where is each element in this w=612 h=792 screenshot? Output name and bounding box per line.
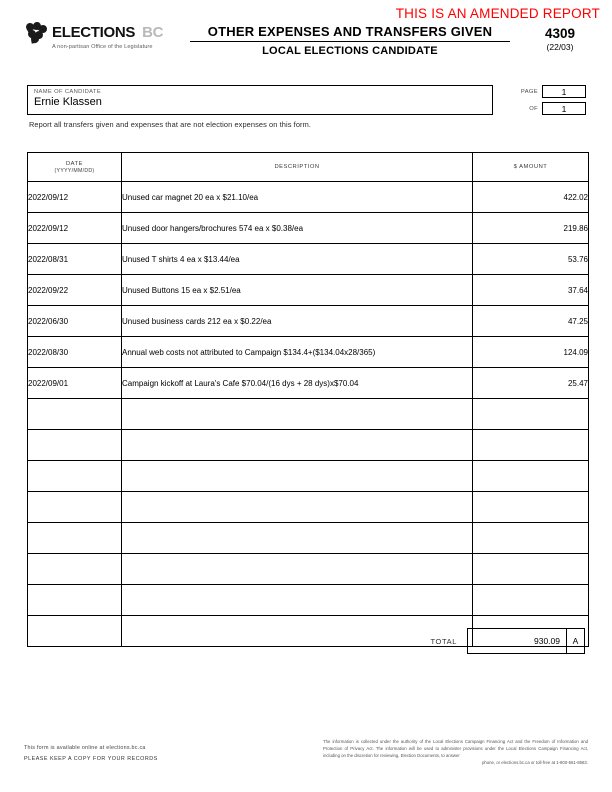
- cell-description[interactable]: [122, 461, 473, 492]
- table-row[interactable]: [28, 337, 589, 368]
- candidate-name-label: NAME OF CANDIDATE: [34, 89, 102, 95]
- cell-amount[interactable]: 47.25: [473, 306, 589, 337]
- page-label: PAGE: [520, 88, 538, 95]
- cell-description[interactable]: [122, 430, 473, 461]
- column-header-description: DESCRIPTION: [122, 153, 473, 182]
- page-number-input[interactable]: 1: [542, 85, 586, 98]
- cell-description[interactable]: [122, 492, 473, 523]
- total-reference-letter: A: [567, 628, 585, 654]
- privacy-notice-contact: phone, or elections.bc.ca or toll-free at 1-800-661-8683.: [481, 759, 588, 765]
- page-title: OTHER EXPENSES AND TRANSFERS GIVEN: [190, 24, 510, 42]
- column-header-date: [28, 153, 122, 182]
- cell-date[interactable]: [28, 430, 122, 461]
- total-row: [27, 628, 585, 654]
- elections-bc-leaf-icon: [26, 22, 48, 42]
- logo-tagline: A non-partisan Office of the Legislature: [52, 44, 153, 50]
- cell-description[interactable]: Annual web costs not attributed to Campaign $134.4+($134.04x28/365): [122, 337, 473, 368]
- privacy-notice-text: The information is collected under the authority of the Local Elections Campaign Financing Act and the Freedom of Information and Protection of Privacy Act. The information will be used to administer provisions under the Local Elections Campaign Financing Act, including on the discretion for reviewing, Election Documents, to answer: [323, 738, 588, 758]
- amended-report-banner: THIS IS AN AMENDED REPORT: [395, 6, 600, 21]
- cell-date[interactable]: [28, 554, 122, 585]
- table-row[interactable]: [28, 275, 589, 306]
- form-instruction-text: Report all transfers given and expenses that are not election expenses on this form.: [29, 120, 312, 129]
- cell-date[interactable]: 2022/09/01: [28, 368, 122, 399]
- cell-description[interactable]: Campaign kickoff at Laura's Cafe $70.04/(16 dys + 28 dys)x$70.04: [122, 368, 473, 399]
- cell-description[interactable]: Unused T shirts 4 ea x $13.44/ea: [122, 244, 473, 275]
- cell-amount[interactable]: [473, 554, 589, 585]
- cell-description[interactable]: Unused Buttons 15 ea x $2.51/ea: [122, 275, 473, 306]
- cell-date[interactable]: [28, 399, 122, 430]
- cell-date[interactable]: [28, 461, 122, 492]
- total-label: TOTAL: [430, 636, 457, 646]
- cell-date[interactable]: 2022/08/31: [28, 244, 122, 275]
- cell-date[interactable]: 2022/09/12: [28, 213, 122, 244]
- cell-date[interactable]: 2022/06/30: [28, 306, 122, 337]
- table-row[interactable]: [28, 244, 589, 275]
- cell-description[interactable]: Unused door hangers/brochures 574 ea x $0.38/ea: [122, 213, 473, 244]
- cell-date[interactable]: [28, 523, 122, 554]
- cell-description[interactable]: [122, 399, 473, 430]
- pagination-block: [502, 85, 586, 119]
- column-header-date-label: DATE: [65, 160, 84, 167]
- cell-amount[interactable]: [473, 399, 589, 430]
- cell-description[interactable]: [122, 585, 473, 616]
- cell-date[interactable]: [28, 492, 122, 523]
- cell-amount[interactable]: [473, 461, 589, 492]
- cell-amount[interactable]: 219.86: [473, 213, 589, 244]
- table-row[interactable]: [28, 523, 589, 554]
- page-total-input[interactable]: 1: [542, 102, 586, 115]
- cell-amount[interactable]: 422.02: [473, 182, 589, 213]
- footer-privacy-notice: [323, 738, 588, 766]
- cell-description[interactable]: Unused car magnet 20 ea x $21.10/ea: [122, 182, 473, 213]
- cell-amount[interactable]: [473, 430, 589, 461]
- cell-description[interactable]: [122, 523, 473, 554]
- cell-amount[interactable]: [473, 492, 589, 523]
- table-row[interactable]: [28, 461, 589, 492]
- column-header-amount: $ AMOUNT: [473, 153, 589, 182]
- cell-description[interactable]: [122, 554, 473, 585]
- total-amount-value: 930.09: [467, 628, 567, 654]
- footer-left-block: [24, 743, 274, 764]
- cell-date[interactable]: 2022/08/30: [28, 337, 122, 368]
- logo-region-mark: BC: [142, 23, 164, 41]
- footer-availability-text: This form is available online at elections.bc.ca: [24, 745, 146, 752]
- cell-date[interactable]: [28, 585, 122, 616]
- candidate-name-field[interactable]: [27, 85, 493, 115]
- expenses-table-body: [28, 182, 589, 647]
- column-header-date-format: (YYYY/MM/DD): [54, 167, 95, 174]
- table-row[interactable]: [28, 430, 589, 461]
- expenses-table: [27, 152, 589, 647]
- cell-amount[interactable]: 124.09: [473, 337, 589, 368]
- elections-bc-logo: [26, 22, 211, 50]
- cell-description[interactable]: Unused business cards 212 ea x $0.22/ea: [122, 306, 473, 337]
- table-row[interactable]: [28, 554, 589, 585]
- table-row[interactable]: [28, 399, 589, 430]
- table-row[interactable]: [28, 492, 589, 523]
- cell-amount[interactable]: 25.47: [473, 368, 589, 399]
- candidate-name-value: Ernie Klassen: [34, 96, 102, 108]
- table-row[interactable]: [28, 213, 589, 244]
- table-row[interactable]: [28, 368, 589, 399]
- form-number: 4309: [544, 26, 576, 41]
- table-header-row: [28, 153, 589, 182]
- table-row[interactable]: [28, 585, 589, 616]
- table-row[interactable]: [28, 182, 589, 213]
- cell-date[interactable]: 2022/09/22: [28, 275, 122, 306]
- table-row[interactable]: [28, 306, 589, 337]
- form-revision: (22/03): [546, 42, 574, 52]
- cell-amount[interactable]: 37.64: [473, 275, 589, 306]
- document-title-block: [190, 24, 510, 57]
- form-number-block: [530, 26, 590, 52]
- cell-date[interactable]: 2022/09/12: [28, 182, 122, 213]
- page-of-label: OF: [529, 105, 538, 112]
- cell-amount[interactable]: [473, 523, 589, 554]
- cell-amount[interactable]: 53.76: [473, 244, 589, 275]
- logo-wordmark: ELECTIONS: [52, 23, 136, 41]
- cell-amount[interactable]: [473, 585, 589, 616]
- footer-keep-copy-text: PLEASE KEEP A COPY FOR YOUR RECORDS: [24, 755, 158, 762]
- page-subtitle: LOCAL ELECTIONS CANDIDATE: [262, 45, 438, 57]
